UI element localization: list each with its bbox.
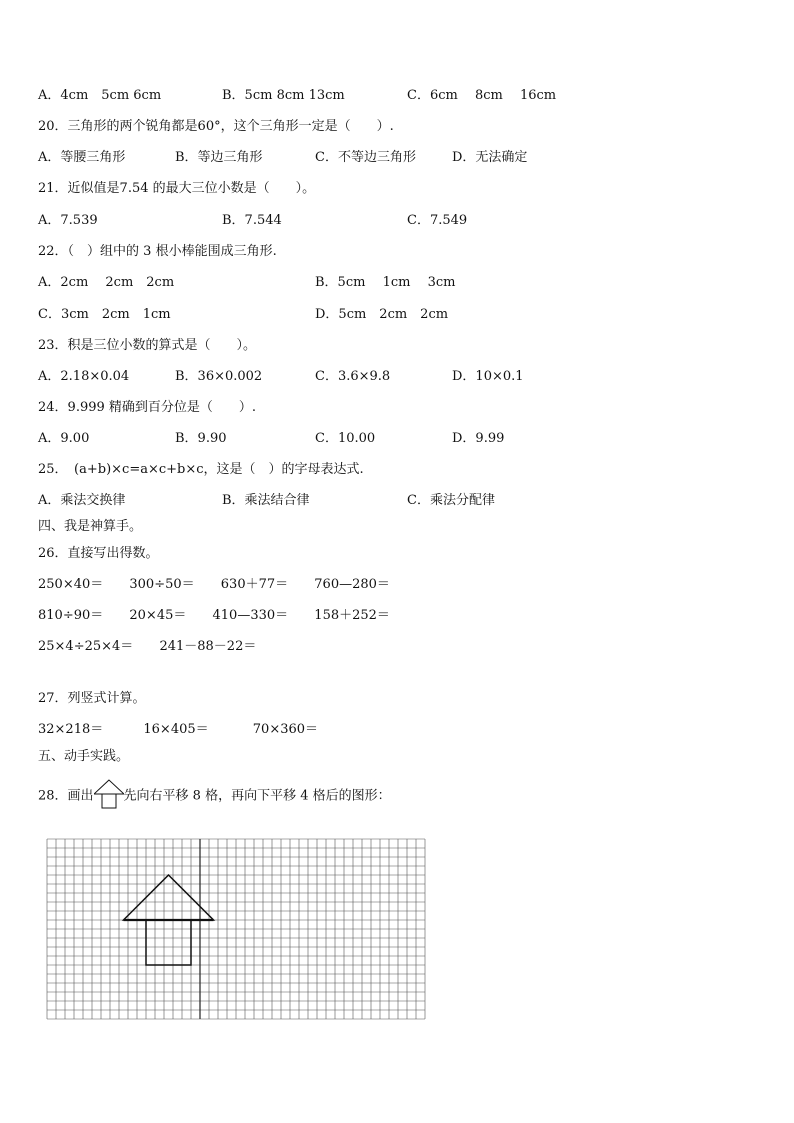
- q24-option-c[interactable]: C．10.00: [315, 431, 376, 446]
- q22-option-a[interactable]: A．2cm 2cm 2cm: [38, 275, 175, 290]
- q21-option-a[interactable]: A．7.539: [38, 213, 98, 228]
- q25-stem: 25． (a+b)×c=a×c+b×c，这是（ ）的字母表达式.: [38, 462, 364, 477]
- q22-option-c[interactable]: C．3cm 2cm 1cm: [38, 307, 171, 322]
- house-body-square: [146, 920, 191, 965]
- q26-item[interactable]: 25×4÷25×4＝: [38, 639, 134, 654]
- q26-item[interactable]: 241－88－22＝: [159, 639, 257, 654]
- q28-grid-area[interactable]: [46, 838, 429, 1021]
- q27-item[interactable]: 16×405＝: [143, 722, 209, 737]
- q26-item[interactable]: 250×40＝: [38, 577, 104, 592]
- q25-option-c[interactable]: C．乘法分配律: [407, 493, 495, 508]
- q23-option-b[interactable]: B．36×0.002: [175, 369, 263, 384]
- q27-items: [38, 718, 340, 737]
- q19-option-a[interactable]: A．4cm 5cm 6cm: [38, 88, 162, 103]
- q20-option-a[interactable]: A．等腰三角形: [38, 150, 126, 165]
- q23-option-d[interactable]: D．10×0.1: [452, 369, 524, 384]
- q23-option-c[interactable]: C．3.6×9.8: [315, 369, 391, 384]
- q26-item[interactable]: 300÷50＝: [129, 577, 195, 592]
- grid-paper[interactable]: [46, 838, 429, 1021]
- q20-option-b[interactable]: B．等边三角形: [175, 150, 263, 165]
- q24-stem: 24．9.999 精确到百分位是（ ）.: [38, 400, 257, 415]
- q24-option-d[interactable]: D．9.99: [452, 431, 505, 446]
- q25-option-b[interactable]: B．乘法结合律: [222, 493, 310, 508]
- q26-item[interactable]: 158＋252＝: [314, 608, 390, 623]
- q21-stem: 21．近似值是7.54 的最大三位小数是（ ）。: [38, 181, 316, 196]
- house-shape-icon: [94, 778, 124, 810]
- q27-item[interactable]: 32×218＝: [38, 722, 104, 737]
- q26-item[interactable]: 20×45＝: [129, 608, 187, 623]
- q26-item[interactable]: 760—280＝: [314, 577, 390, 592]
- q26-item[interactable]: 630＋77＝: [220, 577, 289, 592]
- q28-suffix: 先向右平移 8 格，再向下平移 4 格后的图形：: [123, 788, 391, 804]
- q19-option-c[interactable]: C．6cm 8cm 16cm: [407, 88, 557, 103]
- q25-option-a[interactable]: A．乘法交换律: [38, 493, 126, 508]
- q28-prefix: 28．画出: [38, 788, 94, 804]
- q20-option-c[interactable]: C．不等边三角形: [315, 150, 416, 165]
- q23-stem: 23．积是三位小数的算式是（ ）。: [38, 338, 257, 353]
- q20-option-d[interactable]: D．无法确定: [452, 150, 528, 165]
- q26-row-3: [38, 635, 278, 654]
- q26-row-1: [38, 573, 412, 592]
- q27-stem: 27．列竖式计算。: [38, 691, 146, 706]
- q28-stem: [38, 780, 391, 812]
- q22-option-b[interactable]: B．5cm 1cm 3cm: [315, 275, 456, 290]
- section-4-title: 四、我是神算手。: [38, 519, 143, 534]
- q26-row-2: [38, 604, 412, 623]
- section-5-title: 五、动手实践。: [38, 749, 130, 764]
- q22-stem: 22．（ ）组中的 3 根小棒能围成三角形.: [38, 244, 277, 259]
- q21-option-b[interactable]: B．7.544: [222, 213, 282, 228]
- q26-stem: 26．直接写出得数。: [38, 546, 159, 561]
- q22-option-d[interactable]: D．5cm 2cm 2cm: [315, 307, 449, 322]
- q21-option-c[interactable]: C．7.549: [407, 213, 468, 228]
- q26-item[interactable]: 410—330＝: [212, 608, 289, 623]
- q20-stem: 20．三角形的两个锐角都是60°，这个三角形一定是（ ）.: [38, 119, 394, 134]
- q24-option-a[interactable]: A．9.00: [38, 431, 90, 446]
- q24-option-b[interactable]: B．9.90: [175, 431, 227, 446]
- q27-item[interactable]: 70×360＝: [252, 722, 319, 737]
- q19-option-b[interactable]: B．5cm 8cm 13cm: [222, 88, 345, 103]
- q23-option-a[interactable]: A．2.18×0.04: [38, 369, 130, 384]
- q26-item[interactable]: 810÷90＝: [38, 608, 104, 623]
